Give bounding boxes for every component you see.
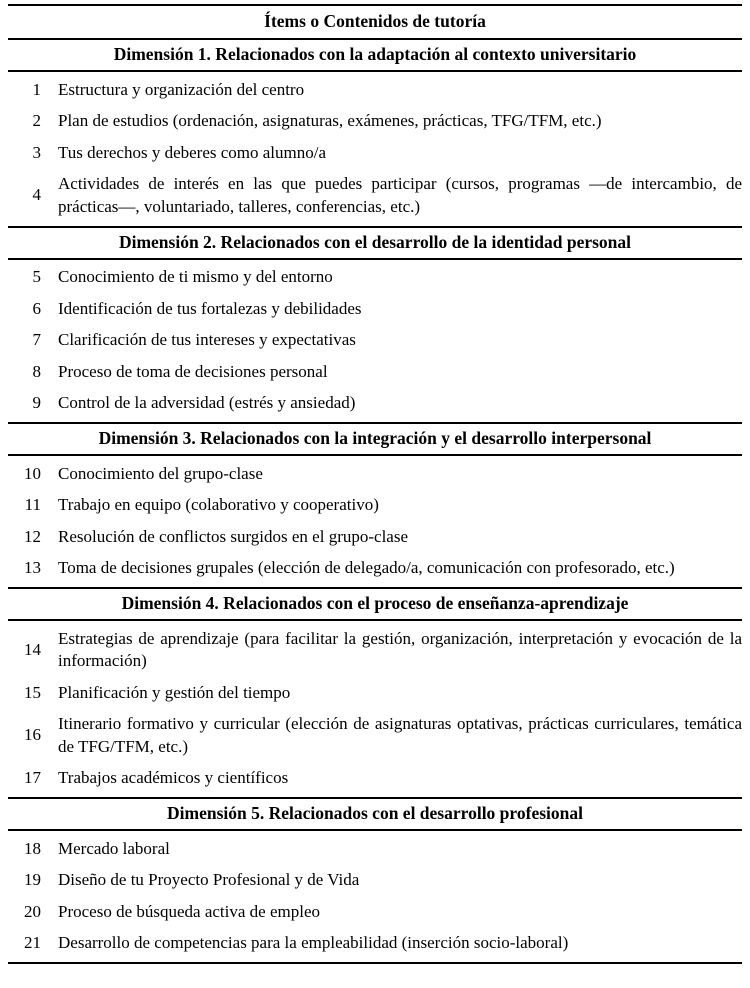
item-number: 20: [24, 901, 41, 921]
section-dimension-3: [8, 422, 742, 587]
item-number: 3: [32, 142, 41, 162]
item-row-17: [8, 763, 742, 795]
item-text: Trabajos académicos y científicos: [58, 768, 289, 787]
item-text: Clarificación de tus intereses y expectativas: [58, 330, 356, 349]
item-row-6: [8, 293, 742, 325]
item-text: Actividades de interés en las que puedes participar (cursos, programas —de intercambio, de prácticas—, voluntariado, talleres, conferencias, etc.): [58, 174, 742, 216]
item-number: 12: [24, 526, 41, 546]
item-row-9: [8, 388, 742, 420]
dimension-2-items: [8, 260, 742, 423]
item-row-3: [8, 137, 742, 169]
item-row-16: [8, 709, 742, 763]
item-row-1: [8, 74, 742, 106]
item-text: Resolución de conflictos surgidos en el grupo-clase: [58, 526, 408, 546]
item-row-13: [8, 553, 742, 585]
table-title: Ítems o Contenidos de tutoría: [8, 6, 742, 40]
item-row-8: [8, 356, 742, 388]
item-number: 9: [32, 393, 41, 412]
item-text: Control de la adversidad (estrés y ansiedad): [58, 393, 356, 412]
item-text: Trabajo en equipo (colaborativo y cooperativo): [58, 495, 379, 514]
section-dimension-1: [8, 40, 742, 226]
item-number: 13: [24, 558, 41, 577]
dimension-3-header: Dimensión 3. Relacionados con la integración y el desarrollo interpersonal: [8, 424, 742, 456]
item-row-12: [8, 521, 742, 553]
item-number: 11: [24, 495, 41, 514]
dimension-3-items: [8, 456, 742, 587]
item-number: 1: [32, 79, 41, 99]
item-row-18: [8, 833, 742, 865]
item-number: 4: [32, 185, 41, 205]
item-text: Desarrollo de competencias para la empleabilidad (inserción socio-laboral): [58, 933, 569, 952]
item-number: 10: [24, 463, 41, 483]
item-row-21: [8, 928, 742, 960]
item-text: Conocimiento de ti mismo y del entorno: [58, 267, 333, 286]
item-text: Identificación de tus fortalezas y debilidades: [58, 298, 362, 318]
tutoring-items-table: [8, 4, 742, 964]
item-number: 2: [32, 111, 41, 130]
item-text: Toma de decisiones grupales (elección de delegado/a, comunicación con profesorado, etc.): [58, 558, 675, 577]
item-number: 7: [32, 330, 41, 349]
dimension-1-header: Dimensión 1. Relacionados con la adaptación al contexto universitario: [8, 40, 742, 72]
item-text: Plan de estudios (ordenación, asignaturas, exámenes, prácticas, TFG/TFM, etc.): [58, 111, 602, 130]
item-row-5: [8, 262, 742, 294]
item-text: Tus derechos y deberes como alumno/a: [58, 142, 327, 162]
dimension-2-header: Dimensión 2. Relacionados con el desarrollo de la identidad personal: [8, 228, 742, 260]
item-number: 19: [24, 870, 41, 889]
item-row-10: [8, 458, 742, 490]
item-number: 18: [24, 838, 41, 858]
dimension-1-items: [8, 72, 742, 226]
item-number: 8: [32, 361, 41, 381]
item-text: Itinerario formativo y curricular (elección de asignaturas optativas, prácticas curriculares, temática de TFG/TFM, etc.): [58, 714, 742, 756]
item-number: 17: [24, 768, 41, 787]
item-number: 16: [24, 725, 41, 745]
item-number: 15: [24, 682, 41, 702]
section-dimension-5: [8, 797, 742, 962]
item-number: 21: [24, 933, 41, 952]
item-text: Planificación y gestión del tiempo: [58, 682, 291, 702]
item-text: Proceso de búsqueda activa de empleo: [58, 901, 320, 921]
section-dimension-2: [8, 226, 742, 423]
dimension-5-header: Dimensión 5. Relacionados con el desarrollo profesional: [8, 799, 742, 831]
item-number: 5: [32, 267, 41, 286]
item-row-2: [8, 106, 742, 138]
item-number: 14: [24, 639, 41, 659]
item-text: Mercado laboral: [58, 838, 170, 858]
item-row-14: [8, 623, 742, 677]
item-row-4: [8, 169, 742, 223]
dimension-4-header: Dimensión 4. Relacionados con el proceso de enseñanza-aprendizaje: [8, 589, 742, 621]
item-text: Estructura y organización del centro: [58, 79, 305, 99]
item-row-7: [8, 325, 742, 357]
item-text: Conocimiento del grupo-clase: [58, 463, 263, 483]
item-row-11: [8, 490, 742, 522]
item-text: Diseño de tu Proyecto Profesional y de Vida: [58, 870, 360, 889]
item-row-15: [8, 677, 742, 709]
item-number: 6: [32, 298, 41, 318]
item-text: Estrategias de aprendizaje (para facilitar la gestión, organización, interpretación y evocación de la información): [58, 628, 742, 670]
item-row-20: [8, 896, 742, 928]
dimension-4-items: [8, 621, 742, 797]
dimension-5-items: [8, 831, 742, 962]
section-dimension-4: [8, 587, 742, 797]
item-text: Proceso de toma de decisiones personal: [58, 361, 328, 381]
item-row-19: [8, 865, 742, 897]
